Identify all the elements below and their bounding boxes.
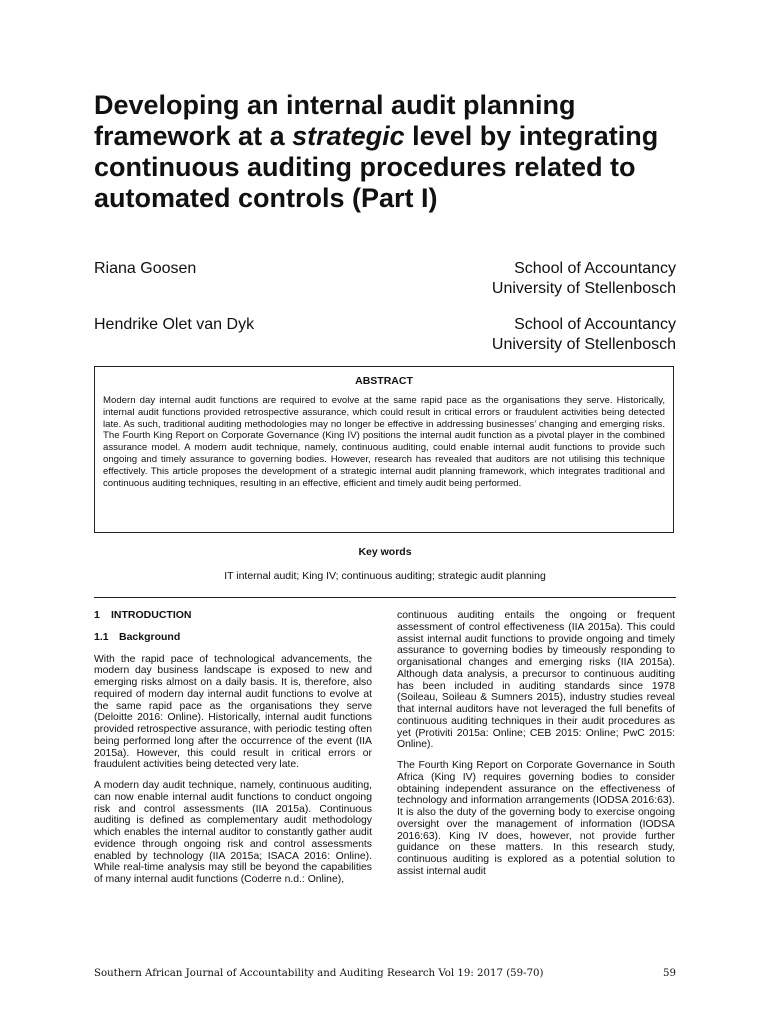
section-divider bbox=[94, 597, 676, 598]
page-number: 59 bbox=[663, 968, 676, 979]
abstract-box bbox=[94, 366, 674, 533]
title-emphasis: strategic bbox=[292, 121, 405, 151]
author-affiliation bbox=[492, 315, 676, 355]
section-heading bbox=[94, 610, 372, 622]
affiliation-university: University of Stellenbosch bbox=[491, 280, 676, 297]
article-title bbox=[94, 90, 684, 214]
body-paragraph: continuous auditing entails the ongoing or frequent assessment of control effectiveness (IIA 2015a). This could assist internal audit functions to provide ongoing and timely assurance to governing bodies by timeously responding to organisational changes and emerging risks (IIA 2015a). Although data analysis, a precursor to continuous auditing has been included in auditing standards since 1978 (Soileau, Soileau & Sumners 2015), industry studies reveal that internal auditors have not leveraged the full benefits of continuous auditing techniques in their audit procedures as yet (Protiviti 2015a: Online; CEB 2015: Online; PwC 2015: Online). bbox=[397, 610, 675, 751]
title-part-1: Developing an internal audit planning framework at a bbox=[94, 90, 576, 151]
body-paragraph: A modern day audit technique, namely, continuous auditing, can now enable internal audit functions to conduct ongoing risk and control assessments (IIA 2015a). Continuous auditing is defined as complementary audit methodology which enables the internal auditor to constantly gather audit evidence through ongoing risk and control assessments enabled by technology (IIA 2015a; ISACA 2016: Online). While real-time analysis may still be beyond the capabilities of many internal audit functions (Coderre n.d.: Online), bbox=[94, 780, 372, 885]
right-column bbox=[397, 610, 675, 887]
author-block-2 bbox=[94, 315, 676, 355]
author-name: Riana Goosen bbox=[94, 260, 197, 277]
page-footer bbox=[94, 968, 676, 979]
subsection-title: Background bbox=[119, 630, 181, 643]
journal-citation: Southern African Journal of Accountability and Auditing Research Vol 19: 2017 (59-70) bbox=[94, 968, 544, 979]
subsection-heading bbox=[94, 632, 372, 644]
body-paragraph: The Fourth King Report on Corporate Governance in South Africa (King IV) requires governing bodies to consider obtaining independent assurance on the effectiveness of technology and information arrangements (IODSA 2016:63). It is also the duty of the governing body to exercise ongoing oversight over the management of information (IODSA 2016:63). King IV does, however, not provide further guidance on these matters. In this research study, continuous auditing is explored as a potential solution to assist internal audit bbox=[397, 760, 675, 877]
title-part-2: level by integrating continuous auditing procedures related to automated controls (Part I) bbox=[94, 121, 659, 213]
section-number: 1 bbox=[94, 609, 100, 621]
left-column bbox=[94, 610, 372, 895]
subsection-number: 1.1 bbox=[94, 630, 109, 643]
affiliation-school: School of Accountancy bbox=[514, 316, 676, 333]
abstract-heading: ABSTRACT bbox=[355, 375, 413, 387]
keywords-heading: Key words bbox=[358, 546, 412, 558]
affiliation-school: School of Accountancy bbox=[514, 260, 676, 277]
author-affiliation bbox=[492, 259, 676, 299]
author-block-1 bbox=[94, 259, 676, 299]
affiliation-university: University of Stellenbosch bbox=[491, 336, 676, 353]
section-title: INTRODUCTION bbox=[111, 609, 192, 621]
author-name: Hendrike Olet van Dyk bbox=[94, 316, 255, 333]
keywords-text: IT internal audit; King IV; continuous auditing; strategic audit planning bbox=[224, 570, 546, 582]
abstract-text: Modern day internal audit functions are required to evolve at the same rapid pace as the organisations they serve. Historically, internal audit functions provided retrospective assurance, which could result in critical errors or fraudulent activities being detected late. As such, traditional auditing methodologies may no longer be effective in addressing businesses’ changing and emerging risks. The Fourth King Report on Corporate Governance (King IV) positions the internal audit function as a pivotal player in the combined assurance model. A modern audit technique, namely, continuous auditing, could enable internal audit functions to provide such ongoing and timely assurance to governing bodies. However, research has revealed that auditors are not utilising this technique effectively. This article proposes the development of a strategic internal audit planning framework, which integrates traditional and continuous auditing techniques, resulting in an effective, efficient and timely audit being performed. bbox=[103, 395, 665, 489]
body-paragraph: With the rapid pace of technological advancements, the modern day business landscape is exposed to new and emerging risks almost on a daily basis. It is, therefore, also required of modern day internal audit functions to evolve at the same rapid pace as the organisations they serve (Deloitte 2016: Online). Historically, internal audit functions provided retrospective assurance, with periodic testing often being performed long after the occurrence of the event (IIA 2015a). However, this could result in critical errors or fraudulent activities being detected very late. bbox=[94, 653, 372, 771]
